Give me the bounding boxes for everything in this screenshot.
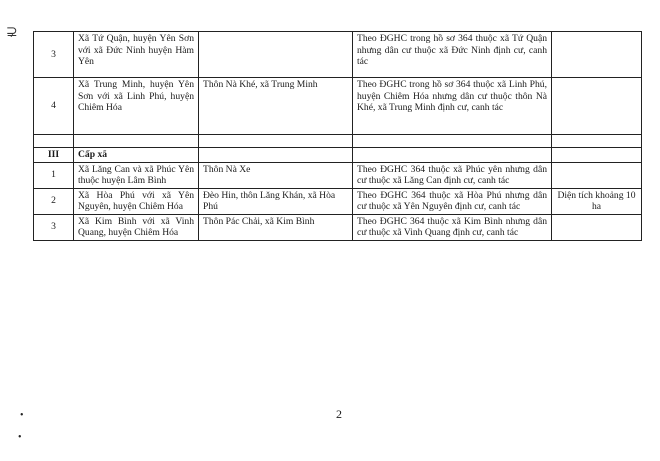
unit-cell: Xã Kim Bình với xã Vinh Quang, huyện Chiêm Hóa [74, 214, 199, 240]
boundary-dispute-table [33, 31, 642, 241]
table-row [34, 78, 642, 135]
unit-cell: Xã Lăng Can và xã Phúc Yên thuộc huyện Lâm Bình [74, 162, 199, 188]
section-number: III [34, 148, 74, 163]
section-row [34, 148, 642, 163]
row-number: 4 [34, 78, 74, 135]
location-cell: Đèo Hin, thôn Lăng Khán, xã Hòa Phú [199, 188, 353, 214]
reason-cell: Theo ĐGHC trong hồ sơ 364 thuộc xã Tứ Quận nhưng dân cư thuộc xã Đức Ninh định cư, canh tác [353, 32, 552, 78]
scan-dot: • [20, 410, 24, 421]
location-cell [199, 148, 353, 163]
table-row [34, 135, 642, 148]
location-cell: Thôn Pác Chải, xã Kim Bình [199, 214, 353, 240]
notes-cell [552, 78, 642, 135]
row-number: 1 [34, 162, 74, 188]
row-number: 2 [34, 188, 74, 214]
location-cell [199, 135, 353, 148]
num-cell [34, 135, 74, 148]
location-cell: Thôn Nà Khé, xã Trung Minh [199, 78, 353, 135]
unit-cell: Xã Trung Minh, huyện Yên Sơn với xã Linh Phú, huyện Chiêm Hóa [74, 78, 199, 135]
unit-cell [74, 135, 199, 148]
unit-cell: Xã Hòa Phú với xã Yên Nguyên, huyện Chiêm Hóa [74, 188, 199, 214]
reason-cell: Theo ĐGHC 364 thuộc xã Hòa Phú nhưng dân cư thuộc xã Yên Nguyên định cư, canh tác [353, 188, 552, 214]
table-row [34, 188, 642, 214]
table-row [34, 32, 642, 78]
reason-cell [353, 135, 552, 148]
table-row [34, 162, 642, 188]
notes-cell [552, 162, 642, 188]
section-title: Cấp xã [74, 148, 199, 163]
reason-cell: Theo ĐGHC 364 thuộc xã Kim Bình nhưng dân cư thuộc xã Vinh Quang định cư, canh tác [353, 214, 552, 240]
location-cell [199, 32, 353, 78]
margin-mark: ⊋ [6, 25, 18, 40]
page-number: 2 [336, 407, 342, 421]
reason-cell: Theo ĐGHC trong hồ sơ 364 thuộc xã Linh Phú, huyện Chiêm Hóa nhưng dân cư thuộc thôn Nà Khé, xã Trung Minh định cư, canh tác [353, 78, 552, 135]
unit-cell: Xã Tứ Quận, huyện Yên Sơn với xã Đức Ninh huyện Hàm Yên [74, 32, 199, 78]
table-row [34, 214, 642, 240]
row-number: 3 [34, 32, 74, 78]
row-number: 3 [34, 214, 74, 240]
notes-cell [552, 135, 642, 148]
location-cell: Thôn Nà Xe [199, 162, 353, 188]
notes-cell [552, 148, 642, 163]
notes-cell: Diện tích khoảng 10 ha [552, 188, 642, 214]
scan-dot: • [18, 432, 22, 443]
notes-cell [552, 32, 642, 78]
reason-cell [353, 148, 552, 163]
reason-cell: Theo ĐGHC 364 thuộc xã Phúc yên nhưng dân cư thuộc xã Lăng Can định cư, canh tác [353, 162, 552, 188]
notes-cell [552, 214, 642, 240]
